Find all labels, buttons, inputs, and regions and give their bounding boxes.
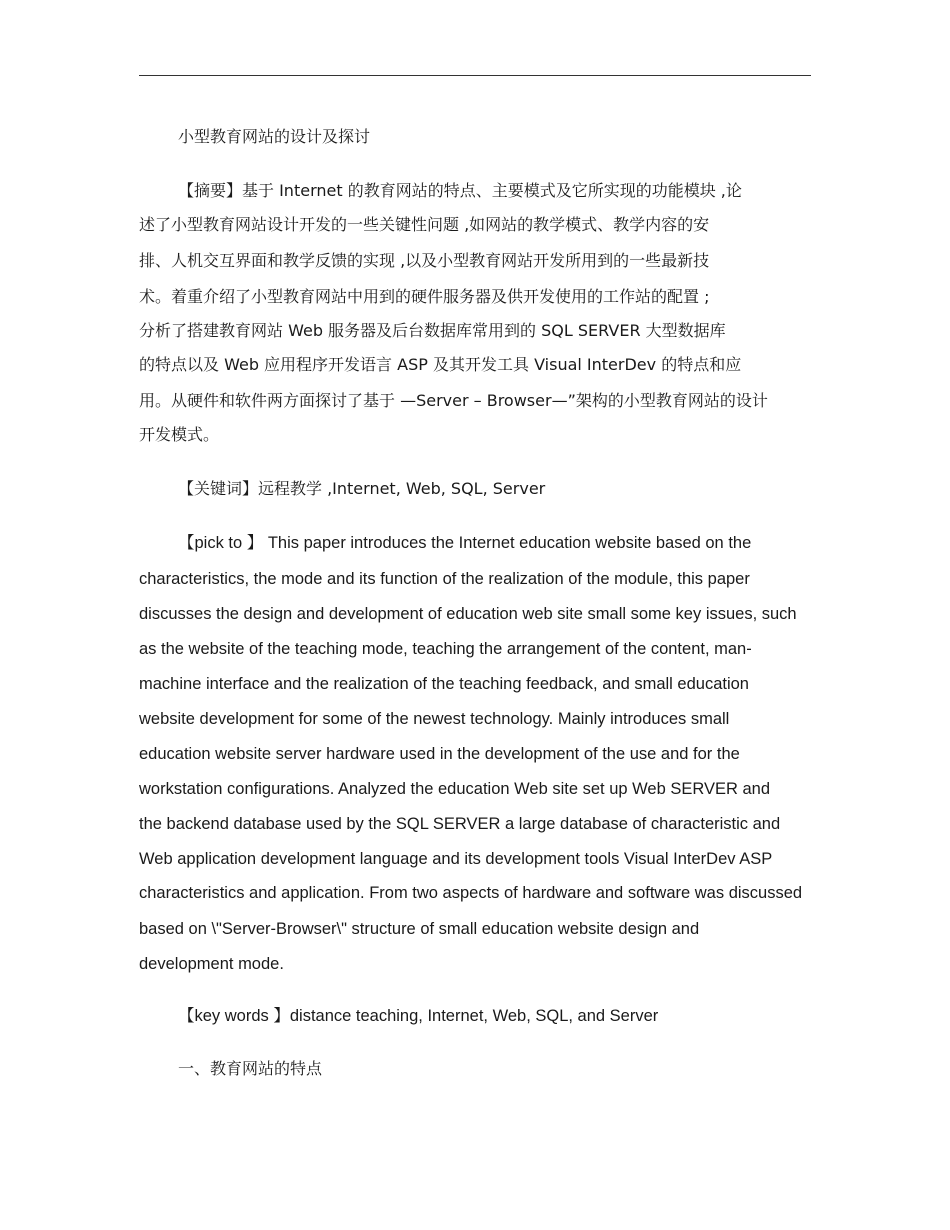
abstract-en-line: discusses the design and development of education web site small some key issues, such [139, 605, 797, 623]
document-title: 小型教育网站的设计及探讨 [178, 127, 371, 146]
abstract-en-line: characteristics and application. From two aspects of hardware and software was discussed [139, 884, 803, 902]
abstract-cn-line: 分析了搭建教育网站 Web 服务器及后台数据库常用到的 SQL SERVER 大型数据库 [139, 321, 726, 340]
abstract-en-line: website development for some of the newest technology. Mainly introduces small [139, 710, 730, 728]
abstract-cn-line: 开发模式。 [139, 425, 220, 444]
keywords-cn: 【关键词】远程教学 ,Internet, Web, SQL, Server [178, 479, 546, 498]
abstract-cn-line: 述了小型教育网站设计开发的一些关键性问题 ,如网站的教学模式、教学内容的安 [139, 215, 710, 234]
abstract-en-line: the backend database used by the SQL SERVER a large database of characteristic and [139, 815, 781, 833]
abstract-en-line: machine interface and the realization of the teaching feedback, and small education [139, 675, 749, 693]
abstract-cn-line: 术。着重介绍了小型教育网站中用到的硬件服务器及供开发使用的工作站的配置 ; [139, 287, 710, 306]
abstract-cn-line: 的特点以及 Web 应用程序开发语言 ASP 及其开发工具 Visual InterDev 的特点和应 [139, 355, 742, 374]
abstract-en-line: as the website of the teaching mode, teaching the arrangement of the content, man- [139, 640, 752, 658]
abstract-en-line: Web application development language and its development tools Visual InterDev ASP [139, 850, 773, 868]
abstract-en-line: education website server hardware used in the development of the use and for the [139, 745, 740, 763]
abstract-en-line: development mode. [139, 955, 284, 973]
abstract-cn-line: 排、人机交互界面和教学反馈的实现 ,以及小型教育网站开发所用到的一些最新技 [139, 251, 710, 270]
abstract-en-line: 【pick to 】 This paper introduces the Internet education website based on the [178, 534, 752, 552]
keywords-en: 【key words 】distance teaching, Internet, Web, SQL, and Server [178, 1007, 659, 1025]
abstract-en-line: based on \"Server-Browser\" structure of small education website design and [139, 920, 700, 938]
abstract-en-line: workstation configurations. Analyzed the education Web site set up Web SERVER and [139, 780, 771, 798]
header-rule [139, 75, 811, 76]
abstract-cn-line: 用。从硬件和软件两方面探讨了基于 —Server – Browser—”架构的小型教育网站的设计 [139, 391, 768, 410]
abstract-en-line: characteristics, the mode and its function of the realization of the module, this paper [139, 570, 750, 588]
abstract-cn-line: 【摘要】基于 Internet 的教育网站的特点、主要模式及它所实现的功能模块 ,论 [178, 181, 742, 200]
section-heading: 一、教育网站的特点 [178, 1059, 323, 1078]
